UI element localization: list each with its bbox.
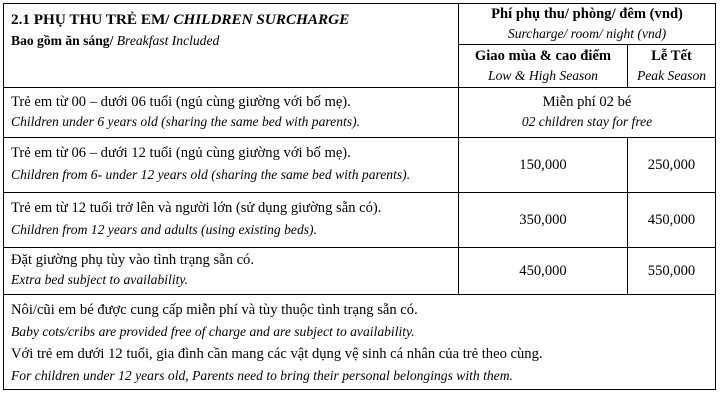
table-row <box>4 193 716 248</box>
notes-cell <box>4 295 716 390</box>
price-header-title-en: Surcharge/ room/ night (vnd) <box>507 26 667 41</box>
row-description-en: Extra bed subject to availability. <box>11 272 189 287</box>
children-surcharge-table <box>3 3 716 390</box>
column-peak-label-en: Peak Season <box>636 68 707 83</box>
note-cots-en: Baby cots/cribs are provided free of charge and are subject to availability. <box>11 324 415 339</box>
notes-row <box>4 295 716 390</box>
season-price: 450,000 <box>459 248 628 295</box>
row-description <box>4 248 459 295</box>
free-children-vi: Miễn phí 02 bé <box>542 94 632 110</box>
column-season-label-vi: Giao mùa & cao điểm <box>474 48 612 64</box>
free-children-en: 02 children stay for free <box>521 114 653 129</box>
row-description <box>4 193 459 248</box>
row-description <box>4 138 459 193</box>
peak-price: 550,000 <box>628 248 716 295</box>
column-header-peak <box>628 45 716 88</box>
column-peak-label-vi: Lễ Tết <box>651 48 692 64</box>
column-header-season <box>459 45 628 88</box>
peak-price: 450,000 <box>628 193 716 248</box>
price-header-title-vi: Phí phụ thu/ phòng/ đêm (vnd) <box>491 6 683 22</box>
free-children-cell <box>459 88 716 138</box>
peak-price: 250,000 <box>628 138 716 193</box>
section-subtitle-vi: Bao gồm ăn sáng/ <box>11 33 117 48</box>
season-price: 150,000 <box>459 138 628 193</box>
table-row <box>4 88 716 138</box>
row-description-en: Children under 6 years old (sharing the same bed with parents). <box>11 114 361 129</box>
row-description-en: Children from 12 years and adults (using existing beds). <box>11 222 317 237</box>
row-description-vi: Trẻ em từ 12 tuổi trở lên và người lớn (sử dụng giường sẵn có). <box>11 200 382 216</box>
table-row <box>4 138 716 193</box>
section-subtitle-en: Breakfast Included <box>116 33 220 48</box>
row-description-vi: Trẻ em từ 00 – dưới 06 tuổi (ngủ cùng giường với bố mẹ). <box>11 94 351 110</box>
note-belongings-en: For children under 12 years old, Parents need to bring their personal belongings with them. <box>11 368 513 383</box>
table-row <box>4 248 716 295</box>
season-price: 350,000 <box>459 193 628 248</box>
note-cots-vi: Nôi/cũi em bé được cung cấp miễn phí và tùy thuộc tình trạng sẵn có. <box>11 302 418 318</box>
section-title-en: CHILDREN SURCHARGE <box>173 11 350 28</box>
column-season-label-en: Low & High Season <box>488 68 598 83</box>
section-title-vi: 2.1 PHỤ THU TRẺ EM/ <box>11 11 174 28</box>
row-description-vi: Trẻ em từ 06 – dưới 12 tuổi (ngủ cùng giường với bố mẹ). <box>11 145 351 161</box>
row-description <box>4 88 459 138</box>
note-belongings-vi: Với trẻ em dưới 12 tuổi, gia đình cần mang các vật dụng vệ sinh cá nhân của trẻ theo cùng. <box>11 346 543 362</box>
row-description-en: Children from 6- under 12 years old (sharing the same bed with parents). <box>11 167 411 182</box>
section-header-cell <box>4 4 459 88</box>
row-description-vi: Đặt giường phụ tùy vào tình trạng sẵn có. <box>11 252 255 268</box>
price-header-cell <box>459 4 716 45</box>
